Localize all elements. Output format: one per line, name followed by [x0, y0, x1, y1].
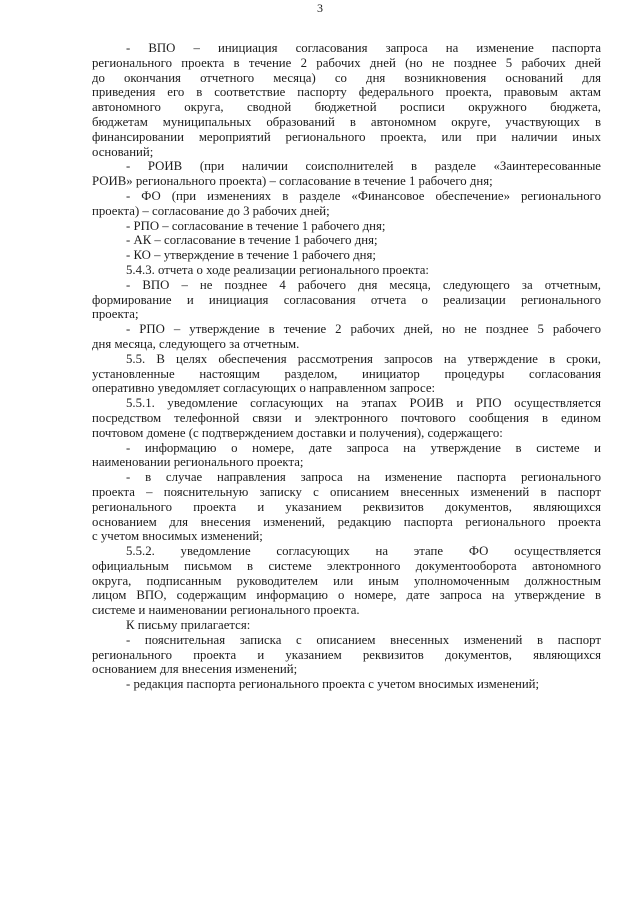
paragraph	[92, 278, 601, 322]
text-line: проекта;	[92, 307, 139, 322]
paragraph	[92, 322, 601, 352]
paragraph	[92, 618, 601, 633]
text-line: 5.5. В целях обеспечения рассмотрения запросов на утверждение в сроки,	[126, 351, 601, 366]
text-line: проекта) – согласование до 3 рабочих дней;	[92, 203, 330, 218]
text-line: официальным письмом в системе электронного документооборота автономного	[92, 558, 601, 573]
text-line: округа, подписанным руководителем или иным уполномоченным должностным	[92, 573, 601, 588]
text-line: дня месяца, следующего за отчетным.	[92, 336, 300, 351]
text-line: системе и наименовании регионального проекта.	[92, 603, 360, 618]
text-line: основанием для внесения изменений, редакцию паспорта регионального проекта	[92, 514, 601, 529]
text-line: почтовом домене (с подтверждением доставки и получения), содержащего:	[92, 425, 503, 440]
paragraph	[92, 441, 601, 471]
paragraph	[92, 189, 601, 219]
paragraph	[92, 352, 601, 396]
text-line: посредством телефонной связи и электронного почтового сообщения в едином	[92, 410, 601, 425]
paragraph	[92, 677, 601, 692]
text-line: РОИВ» регионального проекта) – согласование в течение 1 рабочего дня;	[92, 174, 493, 189]
text-line: автономного округа, сводной бюджетной росписи окружного бюджета,	[92, 100, 601, 115]
page-number: 3	[317, 1, 323, 15]
text-line: К письму прилагается:	[126, 618, 251, 633]
text-line: формирование и инициация согласования отчета о реализации регионального	[92, 292, 601, 307]
text-line: - редакция паспорта регионального проекта с учетом вносимых изменений;	[126, 677, 540, 692]
text-line: приведения его в соответствие паспорту федерального проекта, правовым актам	[92, 85, 601, 100]
text-line: - РОИВ (при наличии соисполнителей в разделе «Заинтересованные	[126, 159, 601, 174]
paragraph	[92, 470, 601, 544]
text-line: - пояснительная записка с описанием внесенных изменений в паспорт	[126, 632, 601, 647]
paragraph	[92, 219, 601, 234]
text-line: регионального проекта в течение 2 рабочих дней (но не позднее 5 рабочих дней	[92, 55, 601, 70]
text-line: с учетом вносимых изменений;	[92, 529, 263, 544]
paragraph	[92, 41, 601, 159]
text-line: регионального проекта и указанием реквизитов документов, являющихся	[92, 499, 601, 514]
text-line: - ВПО – не позднее 4 рабочего дня месяца, следующего за отчетным,	[126, 277, 601, 292]
text-line: установленные настоящим разделом, инициатор процедуры согласования	[92, 366, 601, 381]
document-body	[92, 41, 601, 692]
paragraph	[92, 544, 601, 618]
text-line: - АК – согласование в течение 1 рабочего дня;	[126, 233, 378, 248]
text-line: - информацию о номере, дате запроса на утверждение в системе и	[126, 440, 601, 455]
text-line: лицом ВПО, содержащим информацию о номере, дате запроса на утверждение в	[92, 588, 601, 603]
text-line: финансировании мероприятий регионального проекта, или при наличии иных	[92, 129, 601, 144]
paragraph	[92, 263, 601, 278]
text-line: регионального проекта и указанием реквизитов документов, являющихся	[92, 647, 601, 662]
text-line: бюджетам муниципальных образований в автономном округе, участвующих в	[92, 114, 601, 129]
text-line: - КО – утверждение в течение 1 рабочего дня;	[126, 248, 376, 263]
paragraph	[92, 159, 601, 189]
text-line: - в случае направления запроса на изменение паспорта регионального	[126, 470, 601, 485]
text-line: основанием для внесения изменений;	[92, 662, 298, 677]
paragraph	[92, 633, 601, 677]
text-line: - ФО (при изменениях в разделе «Финансовое обеспечение» регионального	[126, 188, 601, 203]
paragraph	[92, 233, 601, 248]
text-line: - РПО – утверждение в течение 2 рабочих дней, но не позднее 5 рабочего	[126, 322, 601, 337]
text-line: 5.4.3. отчета о ходе реализации регионального проекта:	[126, 262, 429, 277]
text-line: - ВПО – инициация согласования запроса на изменение паспорта	[126, 41, 601, 55]
text-line: оснований;	[92, 144, 154, 159]
text-line: 5.5.1. уведомление согласующих на этапах РОИВ и РПО осуществляется	[126, 396, 601, 411]
text-line: проекта – пояснительную записку с описанием внесенных изменений в паспорт	[92, 484, 601, 499]
text-line: - РПО – согласование в течение 1 рабочего дня;	[126, 218, 386, 233]
text-line: наименовании регионального проекта;	[92, 455, 304, 470]
paragraph	[92, 248, 601, 263]
text-line: до окончания отчетного месяца) со дня возникновения оснований для	[92, 70, 601, 85]
text-line: 5.5.2. уведомление согласующих на этапе ФО осуществляется	[126, 544, 601, 559]
paragraph	[92, 396, 601, 440]
text-line: оперативно уведомляет согласующих о направленном запросе:	[92, 381, 436, 396]
